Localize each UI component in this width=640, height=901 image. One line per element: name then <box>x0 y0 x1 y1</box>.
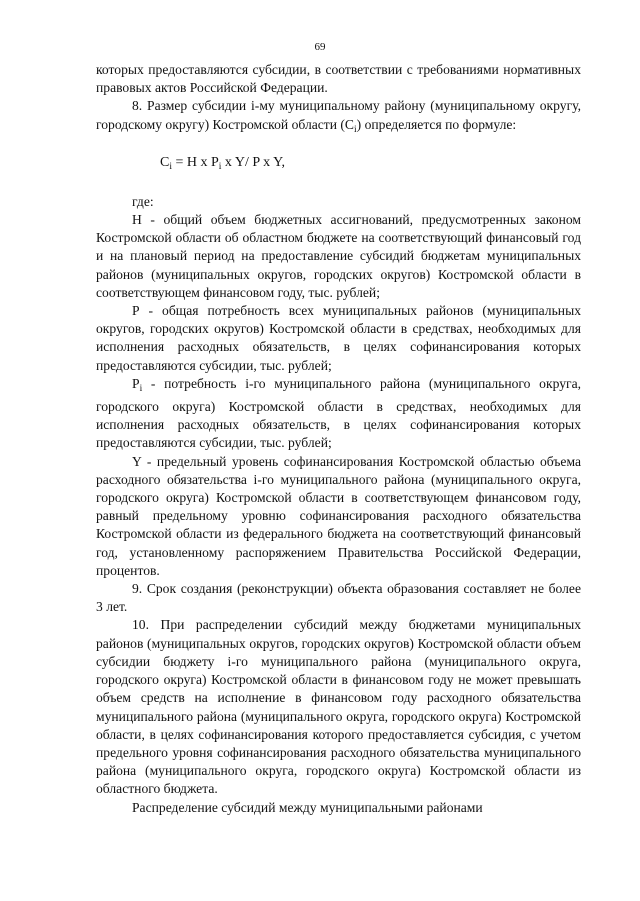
paragraph-item-9: 9. Срок создания (реконструкции) объекта образования составляет не более 3 лет. <box>96 581 581 615</box>
paragraph-continuation: которых предоставляются субсидии, в соответствии с требованиями нормативных правовых актов Российской Федерации. <box>96 62 581 96</box>
definition-h: Н - общий объем бюджетных ассигнований, предусмотренных законом Костромской области об областном бюджете на соответствующий финансовый год и на плановый период на предоставление субсидий бюджетам муниципальных районов (муниципальных округов, городских округов) Костромской области в соответствующем финансовом году, тыс. рублей; <box>96 212 581 300</box>
paragraph-item-8: 8. Размер субсидии i-му муниципальному району (муниципальному округу, городскому округу) Костромской области $(C_i)$ определяется по формуле: <box>96 98 581 135</box>
definition-pi: $Р_i$ - потребность i-го муниципального района (муниципального округа, городского округа) Костромской области в средствах, необходимых для исполнения расходных обязательств, в целях софинансирования которых предоставляются субсидии, тыс. рублей; <box>96 375 581 451</box>
subsidy-formula: $C_i = H$ x $P_i$ x Y/ P x Y, <box>160 154 285 172</box>
page-number: 69 <box>314 41 326 53</box>
page-body <box>96 61 581 817</box>
where-label: где: <box>132 193 154 209</box>
definition-p: Р - общая потребность всех муниципальных районов (муниципальных округов, городских округов) Костромской области в средствах, необходимых для исполнения расходных обязательств, в целях софинансирования которых предоставляются субсидии, тыс. рублей; <box>96 303 581 373</box>
paragraph-distribution: Распределение субсидий между муниципальными районами <box>132 799 483 815</box>
paragraph-item-10: 10. При распределении субсидий между бюджетами муниципальных районов (муниципальных округов, городских округов) Костромской области объем субсидии бюджету i-го муниципального района (муниципального округа, городского округа) Костромской области в финансовом году не может превышать объем средств на исполнение в финансовом году расходного обязательства муниципального района (муниципального округа, городского округа) Костромской области, в целях софинансирования которого предоставляется субсидия, с учетом предельного уровня софинансирования расходного обязательства муниципального района (муниципального округа, городского округа) Костромской области из областного бюджета. <box>96 617 581 797</box>
definition-y: Y - предельный уровень софинансирования Костромской областью объема расходного обязательства i-го муниципального района (муниципального округа, городского округа) Костромской области в соответствующем финансовом году, равный предельному уровню софинансирования расходного обязательства Костромской области из федерального бюджета на соответствующий финансовый год, установленному распоряжением Правительства Российской Федерации, процентов. <box>96 453 581 578</box>
